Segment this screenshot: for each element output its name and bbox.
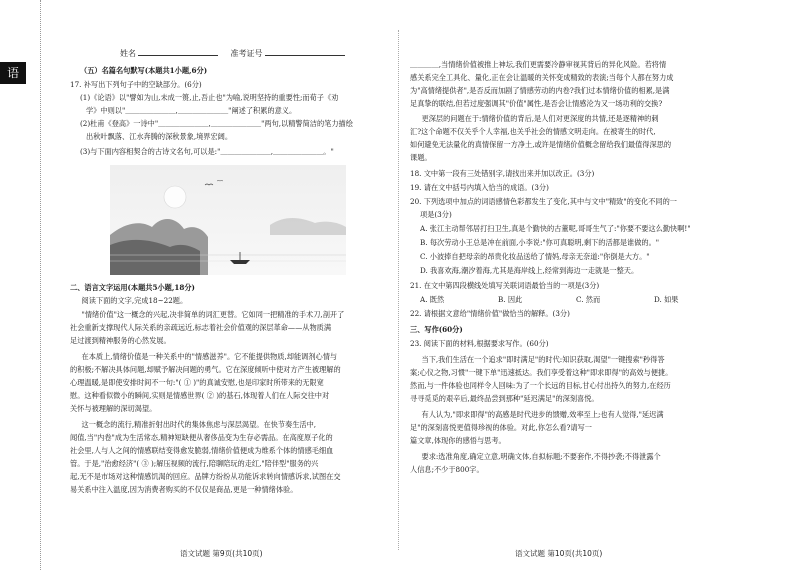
- para1-line1: "情绪价值"这一概念的兴起,决非简单的词汇更替。它如同一把精准的手术刀,剖开了: [81, 310, 345, 319]
- writing-material-line7: 篇文章,体现你的感悟与思考。: [410, 436, 506, 445]
- writing-material-line1: 当下,我们生活在一个追求"即时满足"的时代:知识获取,渴望"一键搜索"秒得答: [421, 355, 665, 364]
- para3-line2: 闻值,当"内卷"成为生活常态,精神短缺便从奢侈品变为生存必需品。在高度原子化的: [70, 433, 333, 442]
- para2-line3: 心理温暖,是即使安排时间不一句:"( ① )"的真诚安慰,也是印家时所带来的无限宽: [70, 378, 324, 387]
- q17-2a: (2)杜甫《登高》一诗中"＿＿＿＿＿＿＿,＿＿＿＿＿＿＿"两句,以精警简洁的笔力描绘: [80, 119, 353, 128]
- writing-material-line6: 足"的深刻喜悦更值得珍视的体验。对此,你怎么看?请写一: [410, 423, 592, 432]
- page-9: [70, 0, 388, 570]
- q21-options: [420, 295, 740, 305]
- page-10: [410, 0, 740, 570]
- section5-title: （五）名篇名句默写(本题共1小题,6分): [80, 66, 208, 75]
- reading-instruction: 阅读下面的文字,完成18~22题。: [81, 296, 188, 305]
- q19: 19. 请在文中括号内填入恰当的成语。(3分): [410, 183, 549, 192]
- q17-2b: 出秋叶飘落、江水奔腾的深秋景象,境界宏阔。: [86, 132, 233, 141]
- page-10-footer: 语文试题 第10页(共10页): [515, 549, 603, 558]
- writing-material-line4: 寻寻觅觅的艰辛后,最终品尝到那种"延迟满足"的深刻喜悦。: [410, 394, 599, 403]
- q20-option-c[interactable]: C. 小波捧自把母亲的昂贵化妆品送给了情妈,母亲无奈道:"你倒是大方。": [420, 252, 650, 261]
- q21-option-b[interactable]: B. 因此: [498, 295, 523, 304]
- q20-stem2: 项是(3分): [420, 210, 452, 219]
- q20-option-a[interactable]: A. 张江主动帮邻居打扫卫生,真是个勤快的古董呢,哥哥生气了:"你要不要这么勤快啊!": [420, 224, 691, 233]
- q17-1b: 学》中则以"＿＿＿＿＿＿＿,＿＿＿＿＿＿＿"阐述了积累的意义。: [86, 106, 297, 115]
- q21-option-a[interactable]: A. 既然: [420, 295, 445, 304]
- para4-line1: ＿＿＿＿,当情绪价值被推上神坛,我们更需要冷静审视其背后的异化风险。若将情: [410, 60, 667, 69]
- para3-line5: 起,无不是市场对这种情感饥渴的回应。品牌方纷纷从功能诉求转向情感诉求,试图在交: [70, 472, 341, 481]
- para1-line3: 足过渡到精神服务的心然发展。: [70, 336, 171, 345]
- page-divider: [398, 30, 399, 550]
- para3-line3: 社会里,人与人之间的情感联结变得愈发脆弱,情绪价值便成为维系个体的情感毛细血: [70, 446, 334, 455]
- writing-requirement-line2: 人信息;不少于800字。: [410, 465, 484, 474]
- para5-line4: 课题。: [410, 153, 432, 162]
- para4-line3: 为"高情绪提供者",是否反而加剧了情感劳动的内卷?我们过本情绪价值的相累,是满: [410, 86, 670, 95]
- q18: 18. 文中第一段有三处错别字,请找出来并加以改正。(3分): [410, 169, 595, 178]
- page-9-footer: 语文试题 第9页(共10页): [180, 549, 263, 558]
- para2-line1: 在本质上,情绪价值是一种关系中的"情感滋养"。它不能提供物质,却能调剂心情与: [81, 352, 338, 361]
- q17-3: (3)与下面内容相契合的古诗文名句,可以是:"＿＿＿＿＿＿＿,＿＿＿＿＿＿＿。": [80, 147, 334, 156]
- q21: 21. 在文中第四段横线处填写关联词语最恰当的一项是(3分): [410, 281, 600, 290]
- para3-line1: 这一概念的流行,精准折射出时代的集体焦虑与深层渴望。在快节奏生活中,: [81, 420, 317, 429]
- q20-option-d[interactable]: D. 我喜欢海,潮汐着海,尤其是海岸线上,经常到海边一走就是一整天。: [420, 266, 639, 275]
- para4-line4: 足真挚的联结,但若过度强调其"价值"属性,是否会让情感沦为又一场功利的交换?: [410, 99, 663, 108]
- para2-line2: 的积极;不解决具体问题,却赋予解决问题的勇气。它在深度倾听中使对方产生被理解的: [70, 365, 341, 374]
- para5-line3: 如何避免无法量化的真情保留一方净土,或许是情绪价值概念留给我们最值得深思的: [410, 140, 672, 149]
- q23: 23. 阅读下面的材料,根据要求写作。(60分): [410, 339, 549, 348]
- q22: 22. 请根据文意给"情绪价值"做恰当的解释。(3分): [410, 309, 570, 318]
- para3-line6: 易关系中注入温度,因为消费者购买的不仅仅是商品,更是一种情绪体验。: [70, 485, 298, 494]
- q21-option-d[interactable]: D. 如果: [654, 295, 679, 304]
- para2-line5: 关怀与被理解的深切渴望。: [70, 404, 157, 413]
- q21-option-c[interactable]: C. 然而: [576, 295, 601, 304]
- subject-tab: 语: [0, 62, 26, 84]
- writing-requirement-line1: 要求:选准角度,确定立意,明确文体,自拟标题;不要套作,不得抄袭;不得泄露个: [421, 452, 661, 461]
- binding-line: [40, 0, 41, 570]
- section3-title: 三、写作(60分): [410, 325, 463, 334]
- q20-stem1: 20. 下列选项中加点的词语感情色彩都发生了变化,其中与文中"精致"的变化不同的一: [410, 197, 677, 206]
- exam-no-label: 准考证号: [230, 49, 263, 58]
- q17-1a: (1)《论语》以"譬如为山,未成一篑,止,吾止也"为喻,说明坚持的重要性;而荀子《劝: [80, 93, 339, 102]
- para2-line4: 慰。这种看似微小的瞬间,实则是情感世界( ② )的基石,体现着人们在人际交往中对: [70, 391, 330, 400]
- q17: 17. 补写出下列句子中的空缺部分。(6分): [70, 80, 202, 89]
- writing-material-line5: 有人认为,"即求即得"的高感是时代进步的馈赠,效率至上;也有人觉得,"延迟满: [421, 410, 664, 419]
- name-label: 姓名: [120, 49, 136, 58]
- section2-title: 二、语言文字运用(本题共5小题,18分): [70, 283, 195, 292]
- moon-icon: [164, 186, 186, 208]
- writing-material-line3: 然而,与一件体验也同样令人回味:为了一个长远的目标,甘心付出持久的努力,在经历: [410, 381, 671, 390]
- para4-line2: 感关系完全工具化、量化,正在会让温暖的关怀变成精致的表演;当每个人都在努力成: [410, 73, 674, 82]
- writing-material-line2: 案;心仪之物,习惯"一键下单"迅速抵达。我们享受着这种"即求即得"的高效与便捷。: [410, 368, 673, 377]
- q20-option-b[interactable]: B. 每次劳动小王总是冲在前面,小李说:"你可真聪明,剩下的活都是谁做的。": [420, 238, 660, 247]
- para3-line4: 管。于是,"治愈经济"( ③ );解压视频的流行,陪聊陪玩的走红,"陪伴型"服务的兴: [70, 459, 319, 468]
- ink-landscape-painting: [110, 165, 346, 275]
- para1-line2: 社会重新支撑现代人际关系的亲疏远近,标志着社会价值观的深层革命——从物质满: [70, 323, 332, 332]
- para5-line1: 更深层的问题在于:情绪价值的背后,是人们对更深度的共情,还是逐精神的刺: [421, 114, 659, 123]
- para5-line2: 汇?这个命题不仅关乎个人幸福,也关乎社会的情感文明走向。在被寄生的时代,: [410, 127, 656, 136]
